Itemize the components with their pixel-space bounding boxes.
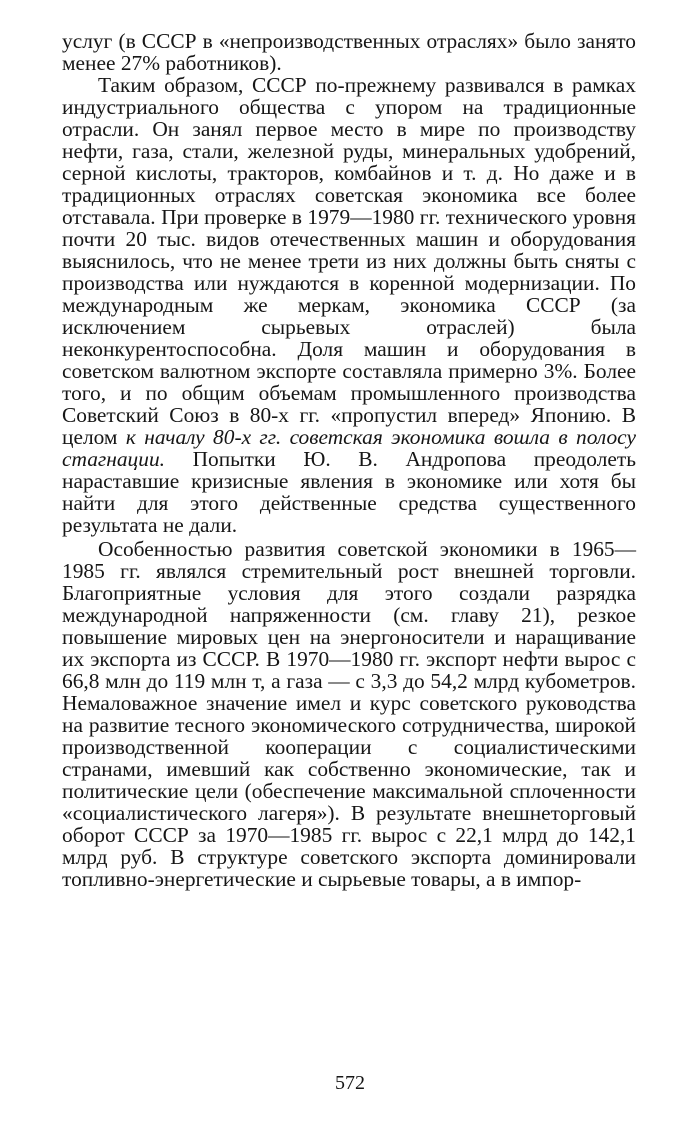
page-number: 572 [335, 1072, 365, 1094]
paragraph-2-tail: Попытки Ю. В. Андропова преодолеть нараставшие кризисные явления в экономике или хотя бы найти для этого действенные средства существенного результата не дали. [62, 447, 636, 537]
paragraph-2-text: Таким образом, СССР по-прежнему развивался в рамках индустриального общества с упором на традиционные отрасли. Он занял первое место в мире по производству нефти, газа, стали, железной руды, минеральных удобрений, серной кислоты, тракторов, комбайнов и т. д. Но даже и в традиционных отраслях советская экономика все более отставала. При проверке в 1979—1980 гг. технического уровня почти 20 тыс. видов отечественных машин и оборудования выяснилось, что не менее трети из них должны быть сняты с производства или нуждаются в коренной модернизации. По международным же меркам, экономика СССР (за исключением сырьевых отраслей) была неконкурентоспособна. Доля машин и оборудования в советском валютном экспорте составляла примерно 3%. Более того, и по общим объемам промышленного производства Советский Союз в 80-х гг. «пропустил вперед» Японию. В целом [62, 73, 636, 449]
paragraph-3 [62, 538, 636, 890]
paragraph-3-text: Особенностью развития советской экономики в 1965—1985 гг. являлся стремительный рост внешней торговли. Благоприятные условия для этого создали разрядка международной напряженности (см. главу 21), резкое повышение мировых цен на энергоносители и наращивание их экспорта из СССР. В 1970—1980 гг. экспорт нефти вырос с 66,8 млн до 119 млн т, а газа — с 3,3 до 54,2 млрд кубометров. Немаловажное значение имел и курс советского руководства на развитие тесного экономического сотрудничества, широкой производственной кооперации с социалистическими странами, имевший как собственно экономические, так и политические цели (обеспечение максимальной сплоченности «социалистического лагеря»). В результате внешнеторговый оборот СССР за 1970—1985 гг. вырос с 22,1 млрд до 142,1 млрд руб. В структуре советского экспорта доминировали топливно-энергетические и сырьевые товары, а в импор- [62, 537, 636, 891]
paragraph-1 [62, 30, 636, 74]
page-body [62, 30, 636, 890]
paragraph-2 [62, 74, 636, 536]
paragraph-1-text: услуг (в СССР в «непроизводственных отраслях» было занято менее 27% работников). [62, 29, 636, 75]
paragraph-2-emphasis: к началу 80-х гг. советская экономика вошла в полосу стагнации. [62, 425, 636, 471]
